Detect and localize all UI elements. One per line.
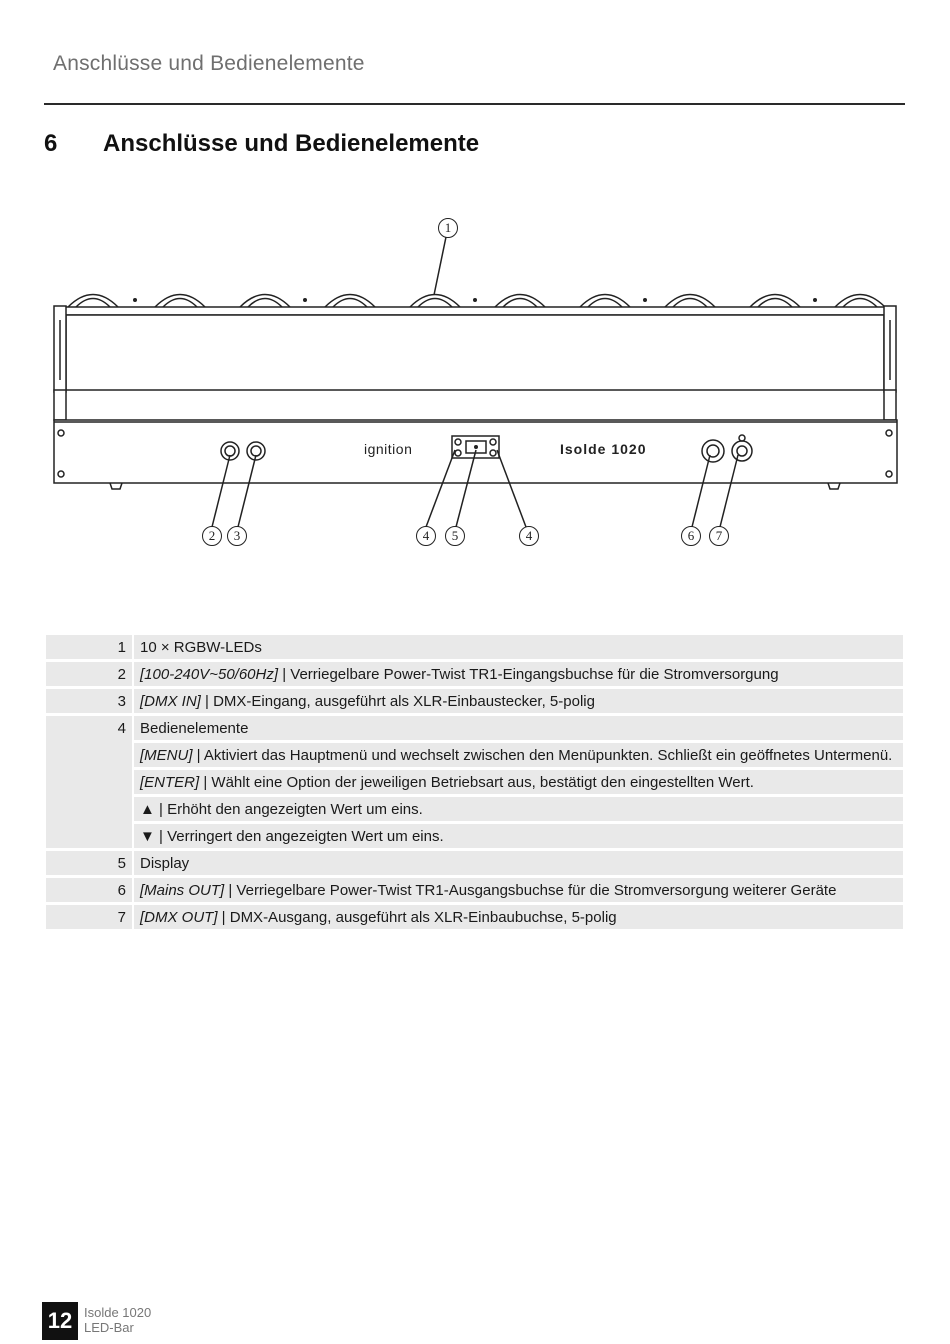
table-row — [46, 905, 903, 929]
table-row — [46, 824, 903, 848]
callout-1: 1 — [438, 218, 458, 238]
callout-6: 6 — [681, 526, 701, 546]
row-text: ▼ | Verringert den angezeigten Wert um eins. — [134, 824, 903, 848]
row-text: [ENTER] | Wählt eine Option der jeweiligen Betriebsart aus, bestätigt den eingestellten Wert. — [134, 770, 903, 794]
section-title: Anschlüsse und Bedienelemente — [103, 130, 480, 157]
footer-product-type: LED-Bar — [84, 1320, 134, 1335]
device-brand-label: ignition — [364, 441, 413, 457]
callout-4-right: 4 — [519, 526, 539, 546]
page-number: 12 — [42, 1302, 78, 1340]
table-row — [46, 743, 903, 767]
section-heading — [44, 130, 479, 158]
row-number: 7 — [46, 905, 132, 929]
row-text: ▲ | Erhöht den angezeigten Wert um eins. — [134, 797, 903, 821]
row-number: 5 — [46, 851, 132, 875]
callout-7: 7 — [709, 526, 729, 546]
table-row — [46, 770, 903, 794]
callout-5: 5 — [445, 526, 465, 546]
row-text: [DMX OUT] | DMX-Ausgang, ausgeführt als XLR-Einbaubuchse, 5-polig — [134, 905, 903, 929]
row-text: Bedienelemente — [134, 716, 903, 740]
callout-2: 2 — [202, 526, 222, 546]
table-row — [46, 635, 903, 659]
legend-table — [44, 632, 905, 932]
table-row — [46, 878, 903, 902]
row-text: [100-240V~50/60Hz] | Verriegelbare Power-Twist TR1-Eingangsbuchse für die Stromversorgung — [134, 662, 903, 686]
row-number: 6 — [46, 878, 132, 902]
table-row — [46, 716, 903, 740]
table-row — [46, 662, 903, 686]
header-rule — [44, 103, 905, 105]
callout-3: 3 — [227, 526, 247, 546]
footer-product: Isolde 1020 — [84, 1305, 152, 1320]
row-text: [Mains OUT] | Verriegelbare Power-Twist TR1-Ausgangsbuchse für die Stromversorgung weiterer Geräte — [134, 878, 903, 902]
table-row — [46, 797, 903, 821]
table-row — [46, 851, 903, 875]
table-row — [46, 689, 903, 713]
row-text: [DMX IN] | DMX-Eingang, ausgeführt als XLR-Einbaustecker, 5-polig — [134, 689, 903, 713]
device-model-label: Isolde 1020 — [560, 441, 647, 457]
led-bar-drawing — [0, 200, 950, 560]
row-text: 10 × RGBW-LEDs — [134, 635, 903, 659]
section-number: 6 — [44, 130, 58, 157]
row-number: 1 — [46, 635, 132, 659]
row-number: 4 — [46, 716, 132, 848]
row-number: 2 — [46, 662, 132, 686]
footer-product-info — [84, 1305, 151, 1335]
row-text: [MENU] | Aktiviert das Hauptmenü und wechselt zwischen den Menüpunkten. Schließt ein geöffnetes Untermenü. — [134, 743, 903, 767]
callout-4-left: 4 — [416, 526, 436, 546]
row-text: Display — [134, 851, 903, 875]
device-figure — [0, 200, 950, 560]
running-header: Anschlüsse und Bedienelemente — [53, 52, 365, 75]
row-number: 3 — [46, 689, 132, 713]
